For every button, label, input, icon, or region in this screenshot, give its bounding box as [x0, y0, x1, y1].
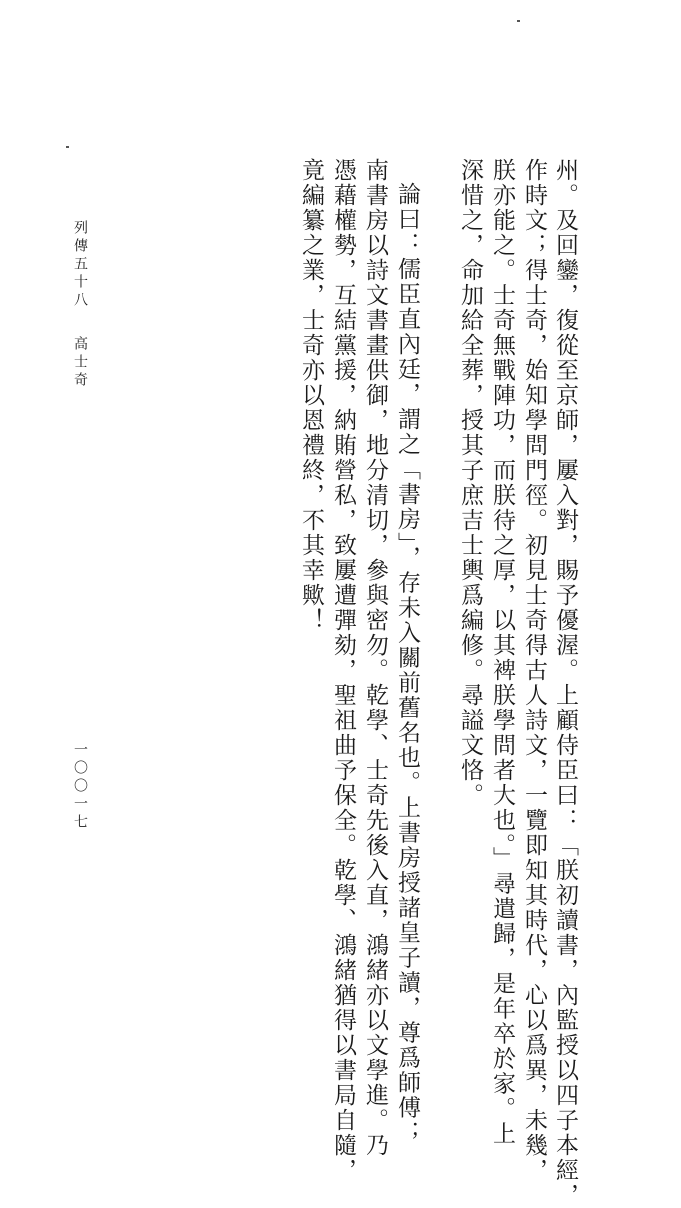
scan-speck	[66, 146, 69, 148]
text-line-2: 作時文；得士奇，始知學問門徑。初見士奇得古人詩文，一覽即知其時代，心以爲異，未幾，	[521, 158, 547, 1183]
text-line-4: 深惜之，命加給全葬，授其子庶吉士輿爲編修。尋謚文恪。	[457, 158, 483, 808]
text-line-6: 南書房以詩文書畫供御，地分清切，參與密勿。乾學、士奇先後入直，鴻緒亦以文學進。乃	[362, 158, 388, 1158]
text-line-8: 竟編纂之業，士奇亦以恩禮終，不其幸歟！	[298, 158, 324, 633]
scan-speck	[517, 20, 520, 22]
text-line-5: 論曰：儒臣直內廷，謂之「書房」，存未入關前舊名也。上書房授諸皇子讀，尊爲師傅；	[394, 182, 420, 1146]
running-head-chapter: 列傳五十八	[72, 220, 88, 310]
text-line-3: 朕亦能之。士奇無戰陣功，而朕待之厚，以其裨朕學問者大也。」尋遣歸，是年卒於家。上	[489, 158, 515, 1147]
running-head-person: 高士奇	[72, 336, 88, 390]
page-number: 一〇〇一七	[72, 742, 88, 832]
text-line-1: 州。及回鑾，復從至京師，屢入對，賜予優渥。上顧侍臣曰：「朕初讀書，內監授以四子本經，	[552, 158, 578, 1208]
text-line-7: 憑藉權勢，互結黨援，納賄營私，致屢遭彈劾，聖祖曲予保全。乾學、鴻緒猶得以書局自隨，	[330, 158, 356, 1183]
